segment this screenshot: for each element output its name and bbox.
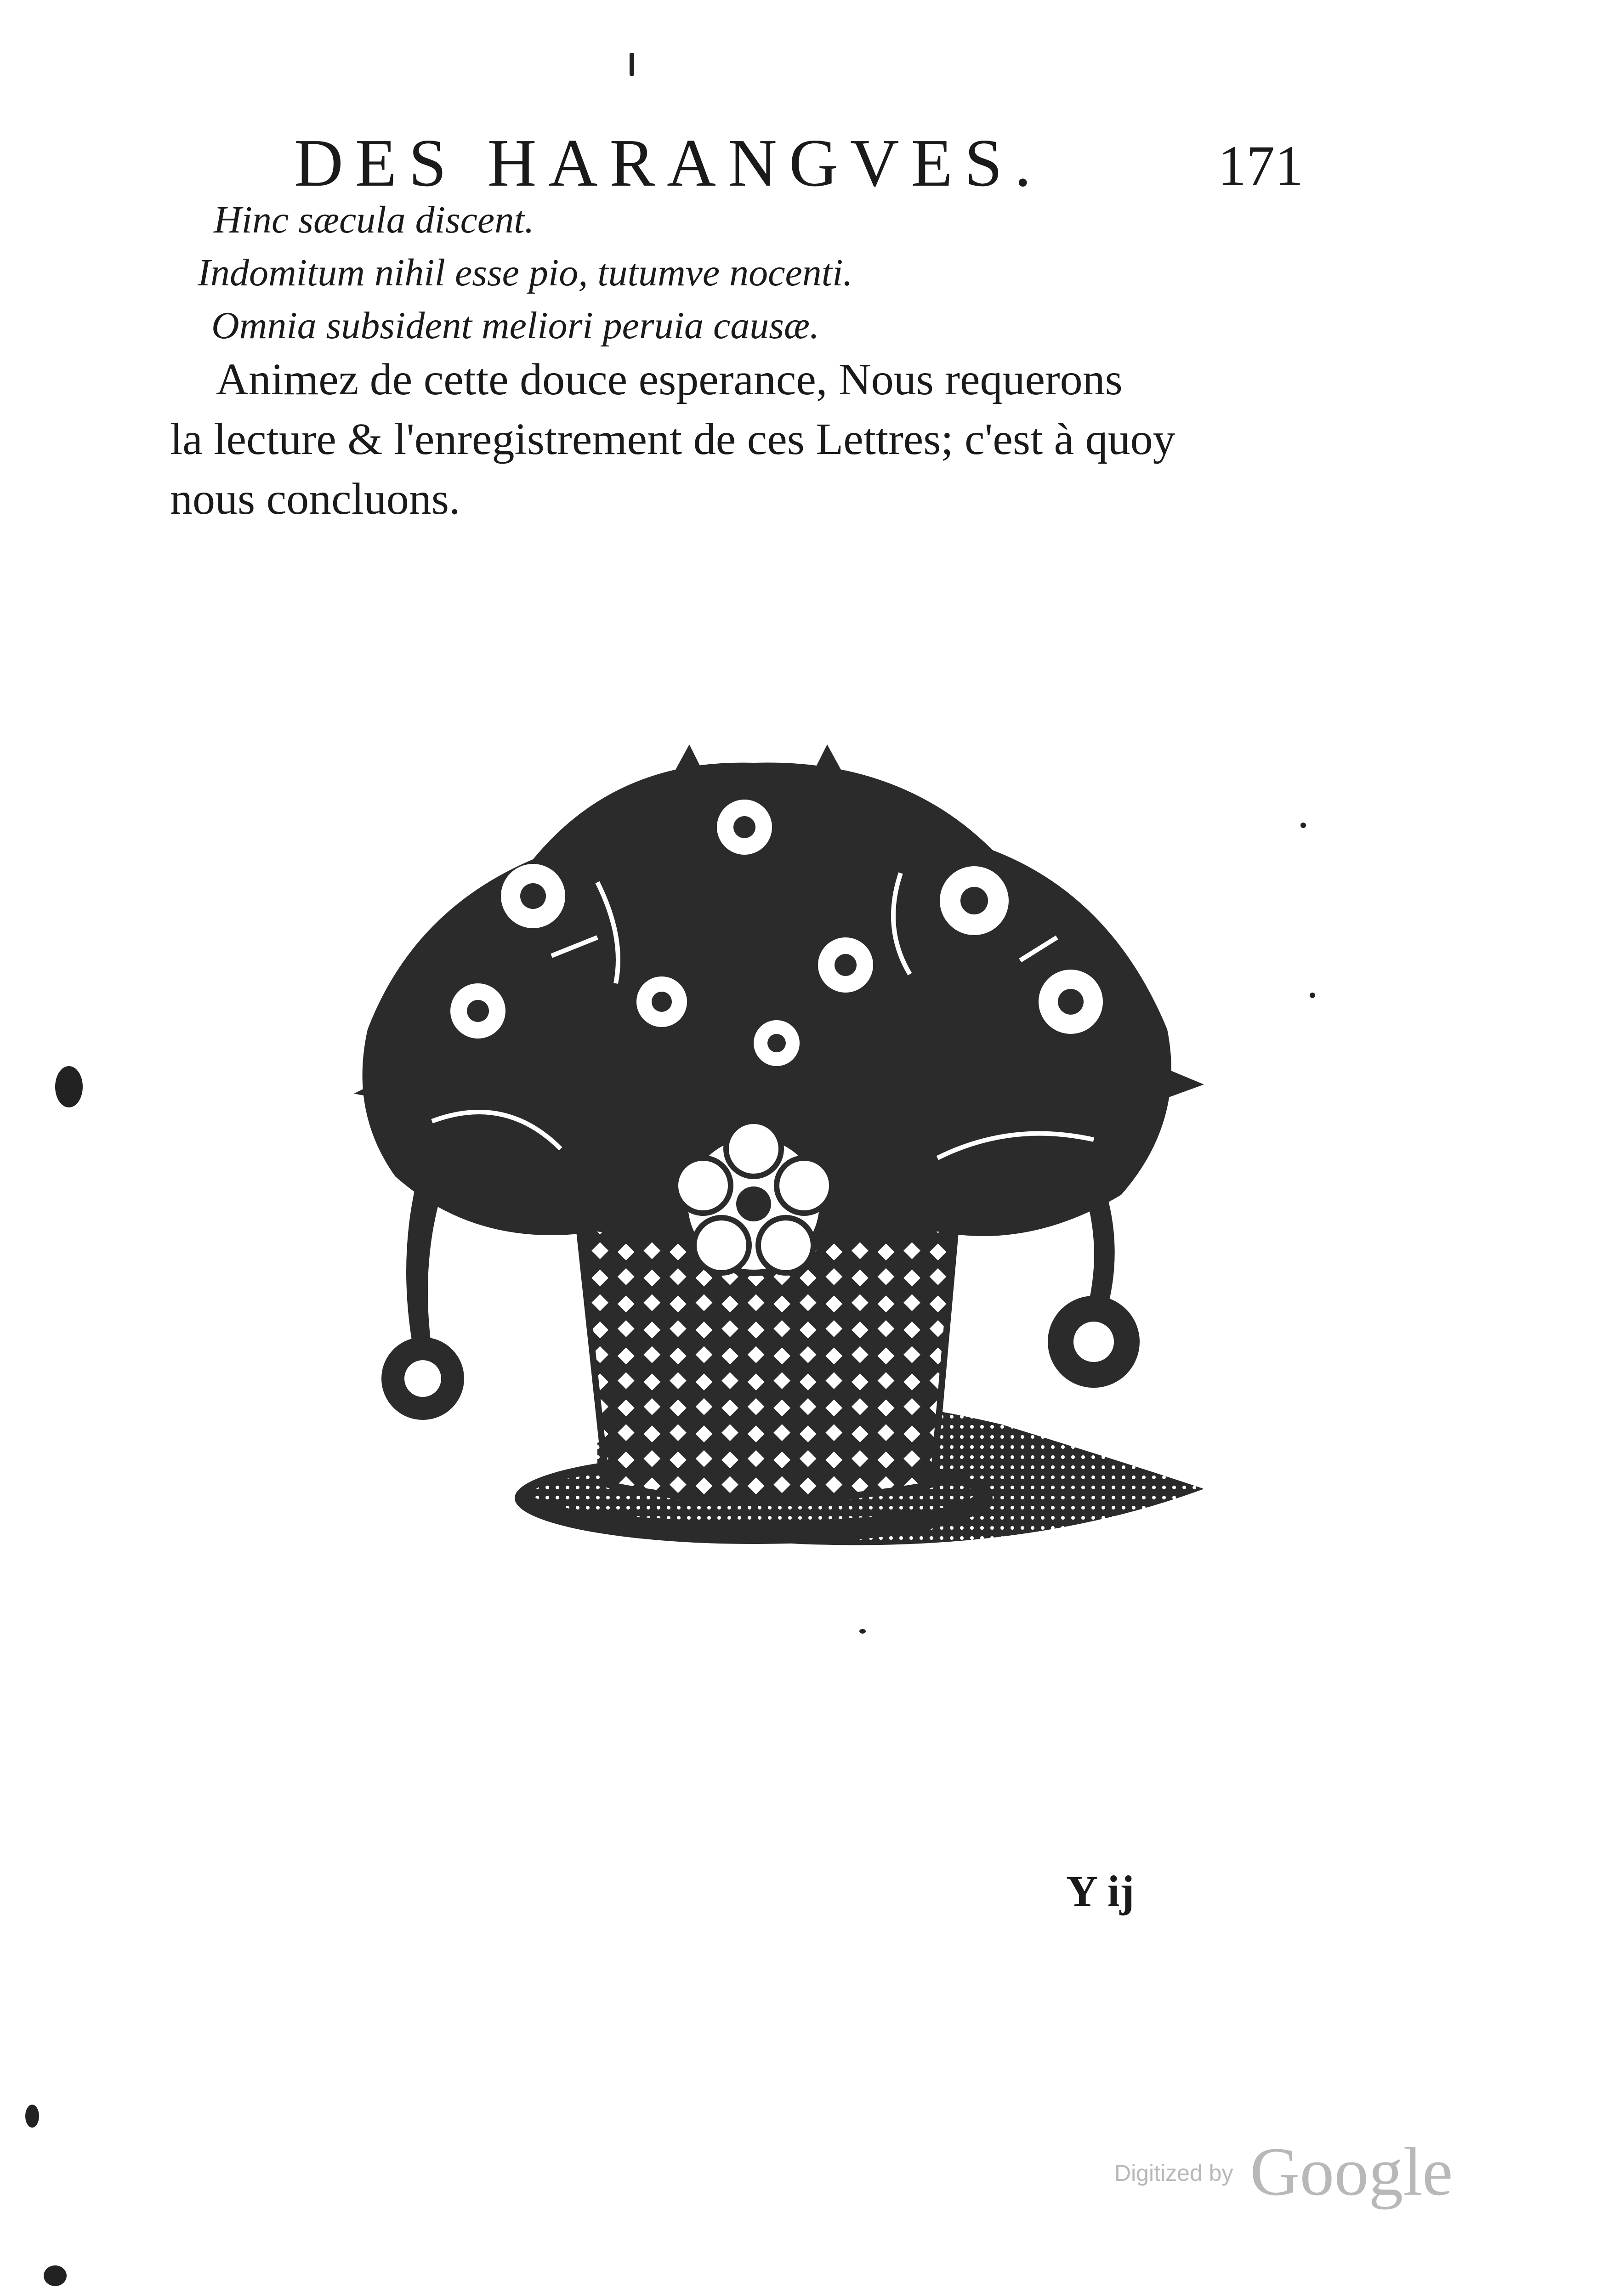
running-title: DES HARANGVES.	[294, 125, 1044, 201]
verse-line-3: Omnia subsident meliori peruia causæ.	[211, 304, 819, 347]
ink-dot	[859, 1629, 866, 1634]
verse-line-2: Indomitum nihil esse pio, tutumve nocenti.	[198, 251, 853, 294]
ink-blot	[25, 2105, 39, 2128]
ink-blot	[44, 2265, 67, 2286]
digitized-by-label: Digitized by	[1114, 2160, 1233, 2186]
ink-dot	[1310, 993, 1315, 998]
page-number: 171	[1218, 134, 1303, 197]
google-logo: Google	[1250, 2134, 1453, 2210]
body-line-1: Animez de cette douce esperance, Nous requerons	[216, 355, 1123, 404]
signature-mark: Y ij	[1066, 1867, 1135, 1916]
ink-dot	[1300, 823, 1306, 828]
body-line-2: la lecture & l'enregistrement de ces Lettres; c'est à quoy	[170, 414, 1175, 464]
ink-blot	[55, 1066, 83, 1107]
ink-mark	[630, 53, 634, 76]
flower-basket-woodcut-icon	[340, 744, 1222, 1572]
verse-line-1: Hinc sæcula discent.	[214, 199, 534, 241]
body-line-3: nous concluons.	[170, 474, 460, 524]
